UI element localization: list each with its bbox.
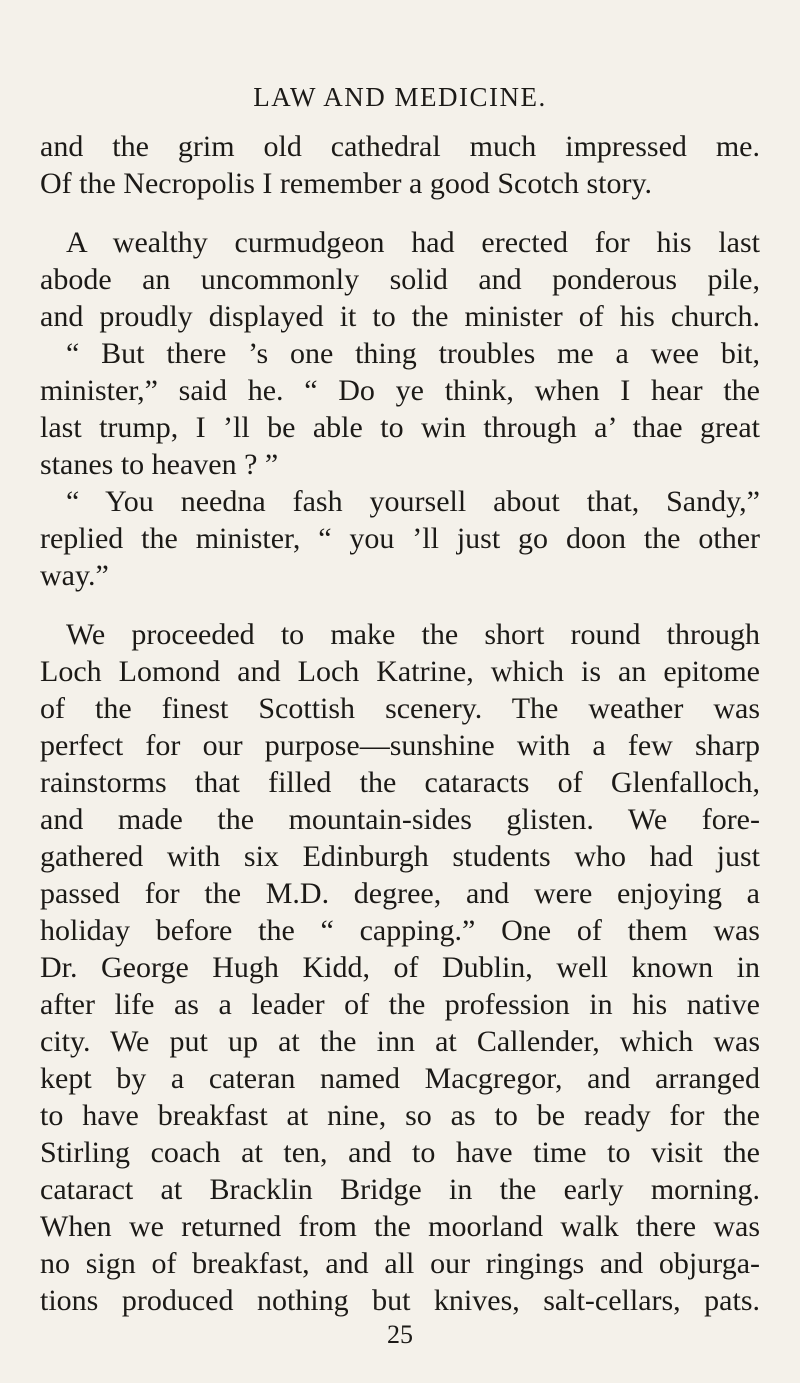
text-line: When we returned from the moorland walk there was (40, 1210, 760, 1243)
running-head: LAW AND MEDICINE. (253, 82, 547, 112)
page-number: 25 (387, 1320, 413, 1349)
text-line: gathered with six Edinburgh students who had just (40, 840, 760, 873)
text-line: holiday before the “ capping.” One of them was (40, 914, 760, 947)
text-line: We proceeded to make the short round through (66, 618, 760, 651)
paragraph (40, 616, 760, 1319)
text-line: last trump, I ’ll be able to win through a’ thae great (40, 411, 760, 444)
text-line: Loch Lomond and Loch Katrine, which is an epitome (40, 655, 760, 688)
text-line: and proudly displayed it to the minister of his church. (40, 300, 760, 333)
text-line: replied the minister, “ you ’ll just go doon the other (40, 522, 760, 555)
text-line: to have breakfast at nine, so as to be ready for the (40, 1099, 760, 1132)
text-line: cataract at Bracklin Bridge in the early morning. (40, 1173, 760, 1206)
text-line: perfect for our purpose—sunshine with a few sharp (40, 729, 760, 762)
text-line: Stirling coach at ten, and to have time to visit the (40, 1136, 760, 1169)
text-line: Dr. George Hugh Kidd, of Dublin, well known in (40, 951, 760, 984)
text-line: minister,” said he. “ Do ye think, when I hear the (40, 374, 760, 407)
text-line: city. We put up at the inn at Callender, which was (40, 1025, 760, 1058)
text-line: no sign of breakfast, and all our ringings and objurga- (40, 1247, 760, 1280)
text-line: rainstorms that filled the cataracts of Glenfalloch, (40, 766, 760, 799)
paragraph (40, 128, 760, 202)
text-line: kept by a cateran named Macgregor, and arranged (40, 1062, 760, 1095)
text-line: and the grim old cathedral much impressed me. (40, 130, 760, 163)
text-line: stanes to heaven ? ” (40, 448, 279, 481)
text-line: A wealthy curmudgeon had erected for his last (66, 226, 760, 259)
text-line: after life as a leader of the profession in his native (40, 988, 760, 1021)
text-line: way.” (40, 559, 109, 592)
paragraph (40, 224, 760, 594)
text-line: “ But there ’s one thing troubles me a wee bit, (66, 337, 760, 370)
text-line: and made the mountain-sides glisten. We fore- (40, 803, 760, 836)
text-line: tions produced nothing but knives, salt-cellars, pats. (40, 1284, 760, 1317)
body-text (40, 128, 760, 1319)
text-line: “ You needna fash yoursell about that, Sandy,” (66, 485, 760, 518)
text-line: passed for the M.D. degree, and were enjoying a (40, 877, 760, 910)
text-line: of the finest Scottish scenery. The weather was (40, 692, 760, 725)
text-line: abode an uncommonly solid and ponderous pile, (40, 263, 760, 296)
text-line: Of the Necropolis I remember a good Scotch story. (40, 167, 653, 200)
